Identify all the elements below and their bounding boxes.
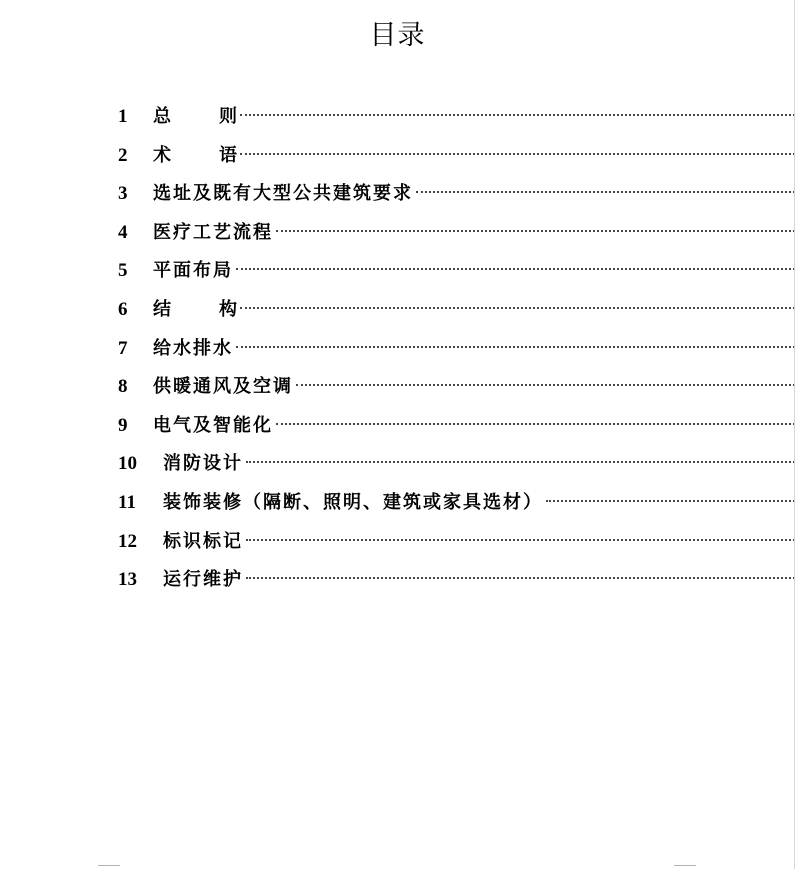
toc-entry-number: 9 [118, 414, 128, 436]
toc-entry[interactable] [118, 98, 795, 137]
toc-entry-number: 6 [118, 298, 128, 320]
toc-entry[interactable] [118, 137, 795, 176]
toc-dot-leader [246, 460, 795, 463]
toc-entry-title: 供暖通风及空调 [153, 376, 293, 398]
toc-entry-title [153, 137, 237, 176]
toc-entry-number: 2 [118, 144, 128, 166]
toc-entry[interactable] [118, 291, 795, 330]
toc-entry[interactable] [118, 252, 795, 291]
toc-entry-title: 电气及智能化 [153, 414, 273, 436]
toc-entry-number: 8 [118, 376, 128, 398]
toc-dot-leader [546, 499, 795, 502]
toc-dot-leader [236, 267, 795, 270]
toc-dot-leader [246, 576, 795, 579]
toc-entry-number: 13 [118, 569, 137, 591]
toc-entry-title-char: 则 [219, 106, 237, 127]
toc-dot-leader [276, 229, 795, 232]
toc-entry-title [153, 291, 237, 330]
toc-entry-title: 医疗工艺流程 [153, 221, 273, 243]
toc-entry-title: 选址及既有大型公共建筑要求 [153, 183, 413, 205]
toc-entry[interactable] [118, 214, 795, 253]
page-title: 目录 [369, 20, 426, 51]
toc-entry-title-char: 总 [153, 106, 171, 127]
toc-entry[interactable] [118, 561, 795, 600]
toc-entry-number: 4 [118, 221, 128, 243]
toc-entry-title-char: 术 [153, 144, 171, 166]
corner-mark-right [674, 865, 696, 869]
toc-entry-number: 3 [118, 183, 128, 205]
toc-entry-title: 装饰装修（隔断、照明、建筑或家具选材） [163, 491, 543, 513]
toc-dot-leader [416, 190, 795, 193]
toc-entry-title-char: 结 [153, 298, 171, 320]
table-of-contents [118, 98, 795, 600]
toc-entry-number: 11 [118, 491, 136, 513]
toc-dot-leader [240, 306, 795, 309]
toc-entry-number: 12 [118, 530, 137, 552]
toc-entry[interactable] [118, 368, 795, 407]
toc-entry-number: 5 [118, 260, 128, 282]
toc-entry[interactable] [118, 407, 795, 446]
toc-entry-title-char: 构 [219, 298, 237, 320]
toc-entry-number: 7 [118, 337, 128, 359]
toc-entry[interactable] [118, 445, 795, 484]
toc-dot-leader [276, 422, 795, 425]
toc-entry[interactable] [118, 523, 795, 562]
toc-entry-title [153, 98, 237, 137]
toc-entry-title-char: 语 [219, 144, 237, 166]
toc-entry-title: 运行维护 [163, 569, 243, 591]
toc-dot-leader [296, 383, 795, 386]
toc-dot-leader [236, 345, 795, 348]
toc-entry-number: 10 [118, 453, 137, 475]
toc-dot-leader [240, 113, 795, 116]
corner-mark-left [98, 865, 120, 869]
toc-entry[interactable] [118, 175, 795, 214]
toc-entry-title: 标识标记 [163, 530, 243, 552]
toc-entry-number: 1 [118, 106, 128, 127]
toc-dot-leader [240, 152, 795, 155]
toc-entry[interactable] [118, 330, 795, 369]
toc-entry-title: 给水排水 [153, 337, 233, 359]
toc-entry-title: 消防设计 [163, 453, 243, 475]
toc-dot-leader [246, 538, 795, 541]
toc-entry-title: 平面布局 [153, 260, 233, 282]
toc-entry[interactable] [118, 484, 795, 523]
